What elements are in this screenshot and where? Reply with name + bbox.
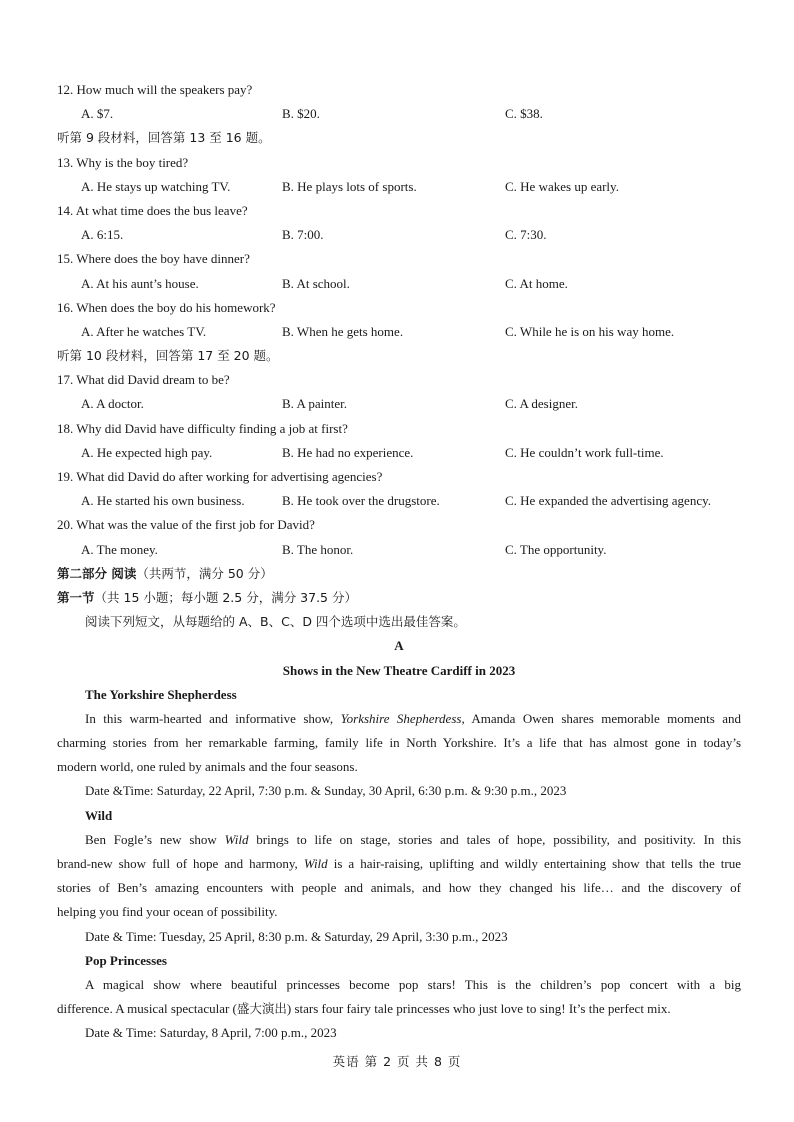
show-1-desc-part-b: , Amanda Owen shares memorable moments and	[461, 710, 742, 726]
q15-option-a: A. At his aunt’s house.	[81, 275, 199, 291]
show-3-date: Date & Time: Saturday, 8 April, 7:00 p.m., 2023	[85, 1025, 337, 1041]
q20-stem: 20. What was the value of the first job for David?	[57, 517, 315, 533]
part-two-note: （共两节，满分 50 分）	[136, 565, 273, 581]
show-3-desc-line-1: A magical show where beautiful princesses become pop stars! This is the children’s pop concert with a big	[85, 976, 741, 992]
q19-option-b: B. He took over the drugstore.	[282, 493, 440, 509]
exam-page	[57, 78, 741, 1046]
passage-letter: A	[394, 638, 404, 654]
show-3-line-2-part-a: difference. A musical spectacular (	[57, 1001, 237, 1017]
q12-option-a: A. $7.	[81, 106, 114, 122]
part-two-title: 第二部分 阅读	[57, 565, 137, 581]
instruction-material-9: 听第 9 段材料，回答第 13 至 16 题。	[57, 130, 271, 146]
show-3-name: Pop Princesses	[85, 952, 167, 968]
q14-option-a: A. 6:15.	[81, 227, 124, 243]
show-2-desc-line-1	[57, 828, 741, 852]
show-1-desc-part-a: In this warm-hearted and informative show,	[85, 710, 334, 726]
show-2-line-2-title: Wild	[303, 856, 328, 871]
q16-stem: 16. When does the boy do his homework?	[57, 299, 276, 315]
part-two-heading	[57, 562, 741, 586]
q17-option-c: C. A designer.	[505, 396, 578, 412]
q18-option-b: B. He had no experience.	[282, 444, 414, 460]
q15-options	[57, 272, 741, 296]
show-2-date: Date & Time: Tuesday, 25 April, 8:30 p.m. & Saturday, 29 April, 3:30 p.m., 2023	[85, 928, 508, 944]
reading-instruction: 阅读下列短文，从每题给的 A、B、C、D 四个选项中选出最佳答案。	[85, 614, 466, 630]
show-1-date: Date &Time: Saturday, 22 April, 7:30 p.m. & Sunday, 30 April, 6:30 p.m. & 9:30 p.m., 2023	[85, 783, 567, 799]
show-2-desc-line-3: stories of Ben’s amazing encounters with people and animals, and how they changed his life… and the discovery of	[57, 880, 741, 896]
q16-options	[57, 320, 741, 344]
q12-option-c: C. $38.	[505, 106, 543, 122]
show-2-desc-line-4: helping you find your ocean of possibility.	[57, 904, 278, 920]
q17-stem: 17. What did David dream to be?	[57, 372, 230, 388]
q15-option-b: B. At school.	[282, 275, 350, 291]
q14-option-b: B. 7:00.	[282, 227, 324, 243]
page-footer: 英语 第 2 页 共 8 页	[332, 1054, 462, 1069]
instruction-material-10: 听第 10 段材料，回答第 17 至 20 题。	[57, 348, 279, 364]
q16-option-c: C. While he is on his way home.	[505, 323, 675, 339]
q13-option-a: A. He stays up watching TV.	[81, 178, 231, 194]
q12-options	[57, 102, 741, 126]
section-one-title: 第一节	[57, 589, 95, 605]
q13-option-c: C. He wakes up early.	[505, 178, 619, 194]
show-1-desc-title: Yorkshire Shepherdess	[340, 710, 462, 726]
q19-option-a: A. He started his own business.	[81, 493, 245, 509]
q20-options	[57, 538, 741, 562]
show-2-name: Wild	[85, 807, 113, 823]
show-3-line-2-part-b: ) stars four fairy tale princesses who just love to sing! It’s the perfect mix.	[286, 1001, 671, 1017]
q19-options	[57, 489, 741, 513]
q17-option-b: B. A painter.	[282, 396, 347, 412]
q17-option-a: A. A doctor.	[81, 396, 144, 412]
show-1-desc-line-1	[57, 707, 741, 731]
q13-options	[57, 175, 741, 199]
q12-stem: 12. How much will the speakers pay?	[57, 82, 253, 97]
show-1-desc-line-3: modern world, one ruled by animals and the four seasons.	[57, 759, 358, 775]
q18-option-c: C. He couldn’t work full-time.	[505, 444, 664, 460]
show-2-line-1-title: Wild	[224, 831, 249, 847]
q19-option-c: C. He expanded the advertising agency.	[505, 493, 712, 509]
q15-stem: 15. Where does the boy have dinner?	[57, 251, 250, 267]
show-2-desc-line-2	[57, 852, 741, 876]
q17-options	[57, 392, 741, 416]
show-1-name: The Yorkshire Shepherdess	[85, 686, 237, 702]
show-2-line-1-part-a: Ben Fogle’s new show	[85, 831, 217, 847]
q15-option-c: C. At home.	[505, 275, 568, 291]
show-2-line-2-part-b: is a hair-raising, uplifting and wildly entertaining show that tells the true	[333, 856, 742, 871]
q20-option-c: C. The opportunity.	[505, 541, 607, 557]
show-3-line-2-chinese-gloss: 盛大演出	[236, 1001, 287, 1017]
q14-options	[57, 223, 741, 247]
show-1-desc-line-2: charming stories from her remarkable farming, family life in North Yorkshire. It’s a life that has almost gone in today’s	[57, 735, 741, 751]
q18-option-a: A. He expected high pay.	[81, 444, 213, 460]
show-2-line-1-part-b: brings to life on stage, stories and tales of hope, possibility, and positivity. In this	[256, 831, 742, 847]
section-one-note: （共 15 小题；每小题 2.5 分，满分 37.5 分）	[94, 589, 357, 605]
q19-stem: 19. What did David do after working for advertising agencies?	[57, 469, 383, 484]
q13-option-b: B. He plays lots of sports.	[282, 178, 417, 194]
q18-stem: 18. Why did David have difficulty finding a job at first?	[57, 420, 348, 436]
q20-option-a: A. The money.	[81, 541, 158, 557]
q18-options	[57, 441, 741, 465]
q12-option-b: B. $20.	[282, 106, 320, 122]
q20-option-b: B. The honor.	[282, 541, 354, 557]
q14-stem: 14. At what time does the bus leave?	[57, 202, 248, 218]
q14-option-c: C. 7:30.	[505, 227, 547, 243]
q16-option-a: A. After he watches TV.	[81, 323, 207, 339]
q13-stem: 13. Why is the boy tired?	[57, 154, 189, 170]
show-3-desc-line-2	[57, 997, 741, 1021]
q16-option-b: B. When he gets home.	[282, 323, 404, 339]
passage-title: Shows in the New Theatre Cardiff in 2023	[282, 662, 516, 678]
show-2-line-2-part-a: brand-new show full of hope and harmony,	[57, 856, 298, 871]
section-one-heading	[57, 586, 741, 610]
